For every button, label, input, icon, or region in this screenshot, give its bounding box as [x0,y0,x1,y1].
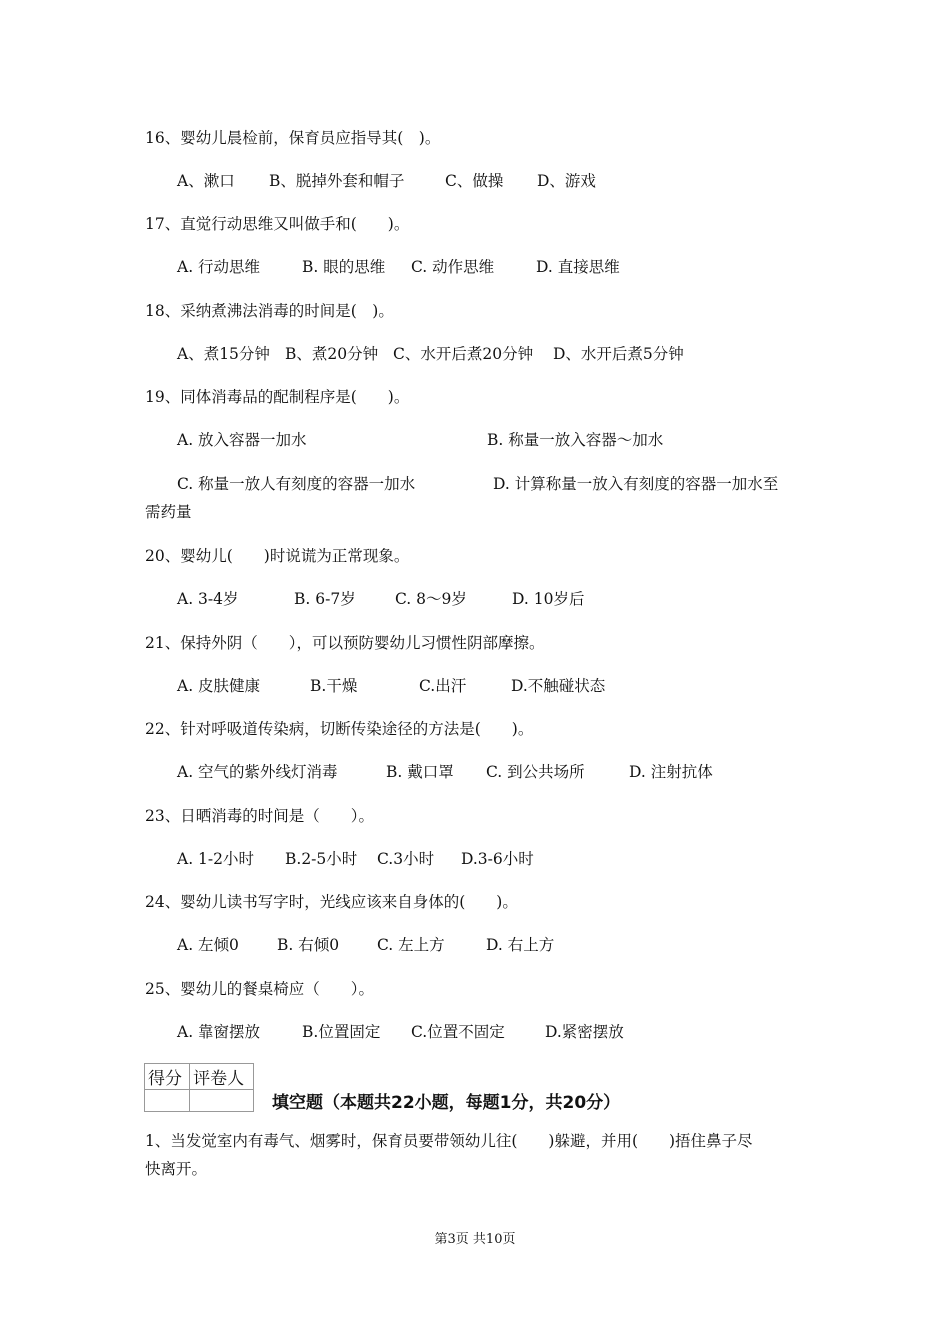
option-b: B.位置固定 [302,1023,381,1041]
option-c: C.出汗 [419,677,467,695]
option-a: A、煮15分钟 [177,345,270,363]
option-a: A. 左倾0 [177,936,239,954]
fill-question-1: 1、当发觉室内有毒气、烟雾时，保育员要带领幼儿往( )躲避，并用( )捂住鼻子尽 [145,1132,753,1150]
grader-cell [190,1090,254,1112]
question-23: 23、日晒消毒的时间是（ ）。 [145,807,374,825]
option-d: D. 计算称量一放入有刻度的容器一加水至 [493,475,779,493]
option-c: C.3小时 [377,850,435,868]
option-b: B.干燥 [310,677,358,695]
option-d: D、水开后煮5分钟 [553,345,684,363]
section-title: 填空题（本题共22小题，每题1分，共20分） [272,1093,621,1113]
option-c: C、做操 [445,172,504,190]
option-c: C. 左上方 [377,936,445,954]
option-a: A. 3-4岁 [177,590,239,608]
option-a: A. 放入容器一加水 [177,431,307,449]
option-c: C. 8～9岁 [395,590,467,608]
fill-question-1-wrap: 快离开。 [145,1160,208,1178]
question-16: 16、婴幼儿晨检前，保育员应指导其( )。 [145,129,441,147]
option-a: A. 1-2小时 [177,850,255,868]
option-d: D、游戏 [537,172,596,190]
option-b: B、脱掉外套和帽子 [269,172,405,190]
option-b: B. 6-7岁 [294,590,356,608]
option-c: C. 到公共场所 [486,763,585,781]
grader-label: 评卷人 [190,1064,254,1090]
option-d: D. 直接思维 [536,258,620,276]
option-d-wrap: 需药量 [145,503,192,521]
question-21: 21、保持外阴（ ），可以预防婴幼儿习惯性阴部摩擦。 [145,634,545,652]
score-box [144,1063,254,1112]
option-d: D.不触碰状态 [511,677,606,695]
question-20: 20、婴幼儿( )时说谎为正常现象。 [145,547,410,565]
page-footer: 第3页 共10页 [434,1232,516,1247]
question-19: 19、同体消毒品的配制程序是( )。 [145,388,410,406]
option-b: B. 眼的思维 [302,258,386,276]
option-d: D.3-6小时 [461,850,534,868]
option-b: B. 称量一放入容器～加水 [487,431,664,449]
option-a: A. 空气的紫外线灯消毒 [177,763,338,781]
option-d: D. 10岁后 [512,590,585,608]
score-label: 得分 [145,1064,190,1090]
option-c: C、水开后煮20分钟 [393,345,534,363]
option-c: C.位置不固定 [411,1023,505,1041]
question-17: 17、直觉行动思维又叫做手和( )。 [145,215,410,233]
option-b: B.2-5小时 [285,850,358,868]
question-18: 18、采纳煮沸法消毒的时间是( )。 [145,302,394,320]
question-25: 25、婴幼儿的餐桌椅应（ ）。 [145,980,374,998]
score-cell [145,1090,190,1112]
option-d: D. 注射抗体 [629,763,713,781]
option-a: A. 行动思维 [177,258,261,276]
option-d: D.紧密摆放 [545,1023,624,1041]
option-b: B、煮20分钟 [285,345,379,363]
question-22: 22、针对呼吸道传染病，切断传染途径的方法是( )。 [145,720,534,738]
option-c: C. 称量一放人有刻度的容器一加水 [177,475,416,493]
option-b: B. 右倾0 [277,936,340,954]
option-a: A、漱口 [177,172,235,190]
option-a: A. 靠窗摆放 [177,1023,261,1041]
question-24: 24、婴幼儿读书写字时，光线应该来自身体的( )。 [145,893,518,911]
option-c: C. 动作思维 [411,258,495,276]
option-a: A. 皮肤健康 [177,677,261,695]
option-b: B. 戴口罩 [386,763,454,781]
option-d: D. 右上方 [486,936,555,954]
